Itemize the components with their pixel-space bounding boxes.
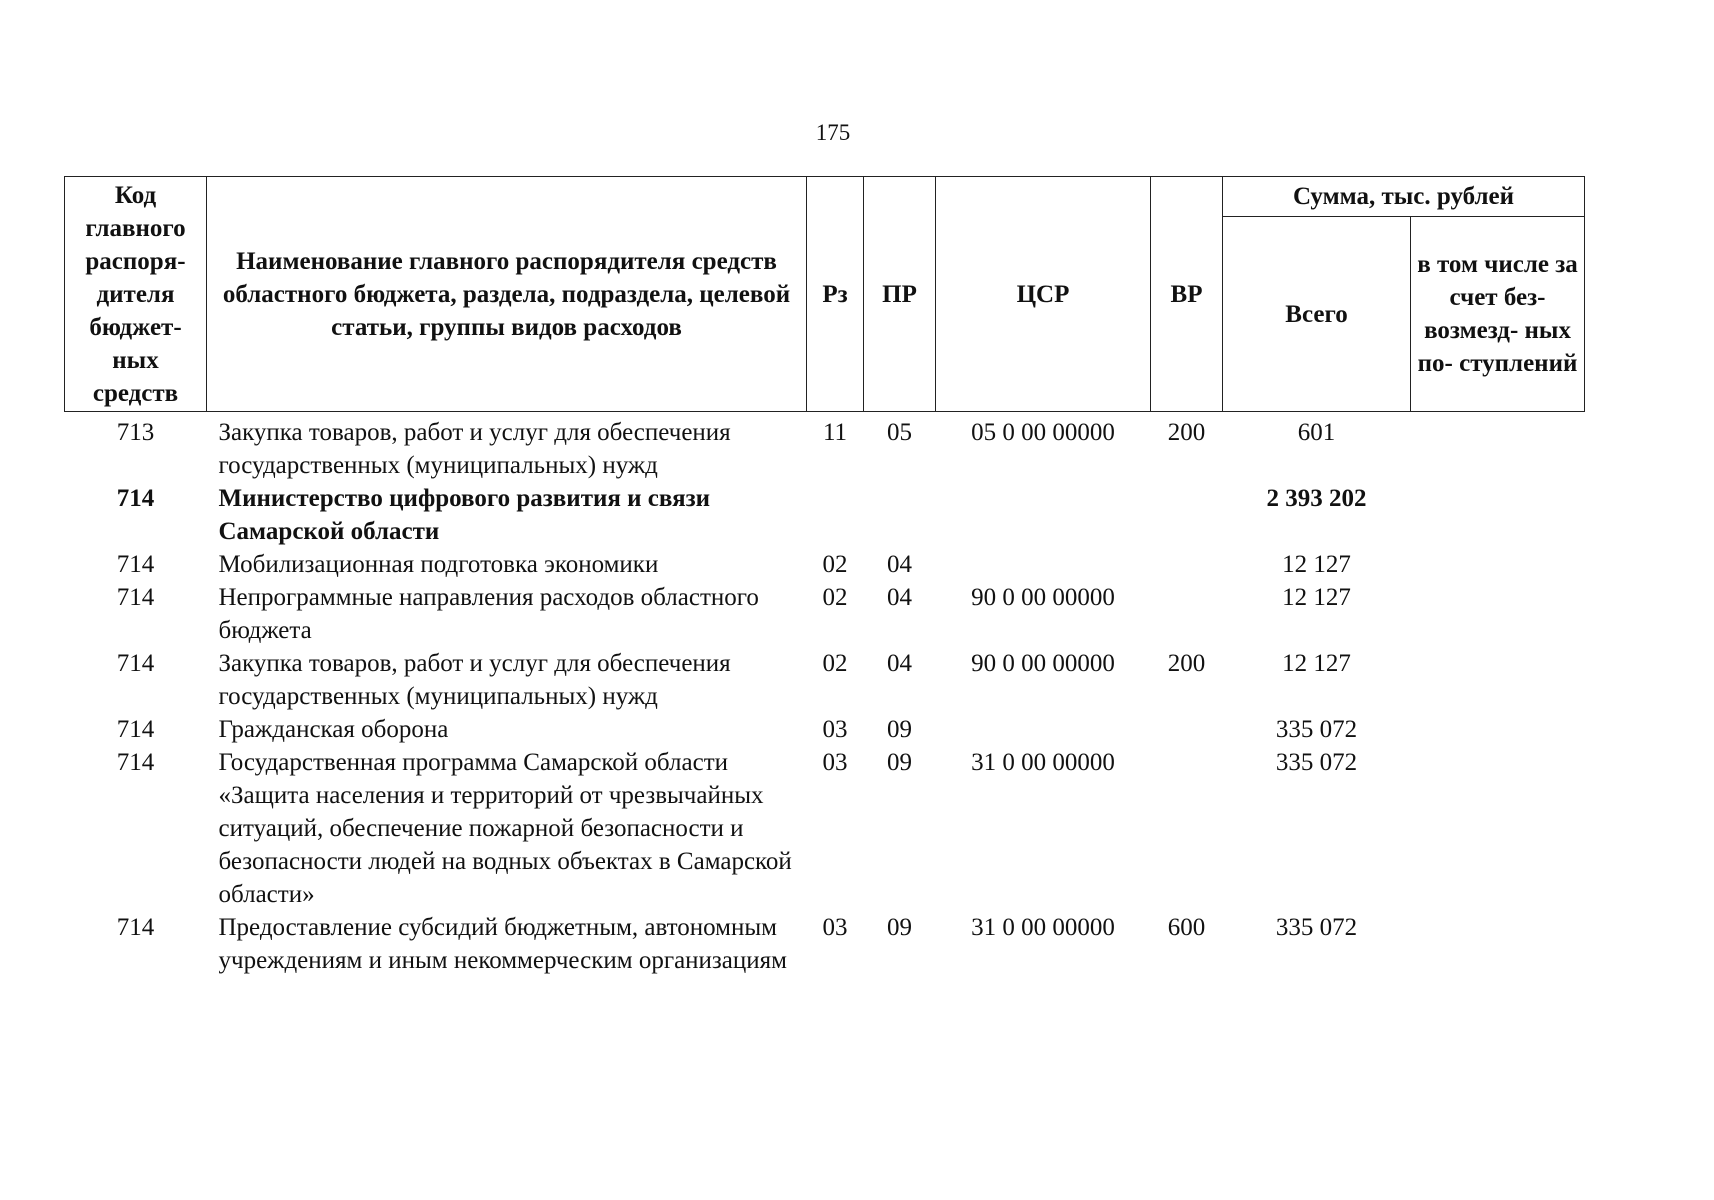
table-row — [65, 746, 1585, 911]
cell-pr: 05 — [887, 419, 912, 446]
cell-grant — [1411, 746, 1585, 911]
cell-vr — [1151, 713, 1223, 746]
cell-grant — [1411, 647, 1585, 713]
cell-total: 12 127 — [1282, 551, 1351, 578]
cell-grant — [1411, 482, 1585, 548]
cell-csr: 90 0 00 00000 — [971, 584, 1115, 611]
cell-name: Государственная программа Самарской области «Защита населения и территорий от чрезвычайных ситуаций, обеспечение пожарной безопасности и безопасности людей на водных объектах в Самарской области» — [218, 749, 792, 908]
cell-csr: 05 0 00 00000 — [971, 419, 1115, 446]
cell-code: 714 — [116, 749, 155, 776]
header-vr: ВР — [1151, 177, 1223, 412]
cell-csr — [936, 548, 1151, 581]
header-name: Наименование главного распорядителя средств областного бюджета, раздела, подраздела, целевой статьи, группы видов расходов — [207, 177, 807, 412]
cell-code: 714 — [116, 650, 155, 677]
cell-pr: 04 — [887, 551, 912, 578]
cell-vr — [1151, 482, 1223, 548]
cell-total: 601 — [1297, 419, 1336, 446]
cell-pr: 04 — [887, 650, 912, 677]
cell-name: Мобилизационная подготовка экономики — [218, 551, 659, 578]
cell-code: 714 — [116, 716, 155, 743]
table-row — [65, 713, 1585, 746]
cell-csr: 90 0 00 00000 — [971, 650, 1115, 677]
cell-csr — [936, 713, 1151, 746]
header-grant: в том числе за счет без- возмезд- ных по- ступлений — [1411, 217, 1585, 412]
cell-csr: 31 0 00 00000 — [971, 914, 1115, 941]
cell-vr — [1151, 746, 1223, 911]
cell-total: 335 072 — [1275, 749, 1358, 776]
cell-rz: 03 — [822, 914, 848, 941]
header-csr: ЦСР — [936, 177, 1151, 412]
cell-pr — [864, 482, 936, 548]
cell-total: 2 393 202 — [1266, 485, 1367, 512]
cell-total: 335 072 — [1275, 914, 1358, 941]
table-row — [65, 647, 1585, 713]
cell-total: 12 127 — [1282, 650, 1351, 677]
cell-vr: 200 — [1167, 419, 1206, 446]
budget-table — [64, 176, 1585, 977]
page-number: 175 — [815, 120, 851, 145]
cell-grant — [1411, 581, 1585, 647]
cell-code: 714 — [116, 914, 155, 941]
cell-grant — [1411, 412, 1585, 483]
cell-name: Предоставление субсидий бюджетным, автономным учреждениям и иным некоммерческим организациям — [218, 914, 787, 974]
cell-rz: 02 — [822, 551, 848, 578]
table-row — [65, 581, 1585, 647]
cell-pr: 09 — [887, 716, 912, 743]
cell-vr: 200 — [1167, 650, 1206, 677]
cell-total: 335 072 — [1275, 716, 1358, 743]
cell-rz — [807, 482, 864, 548]
cell-csr — [936, 482, 1151, 548]
cell-rz: 11 — [822, 419, 848, 446]
cell-vr — [1151, 581, 1223, 647]
cell-pr: 09 — [887, 749, 912, 776]
cell-grant — [1411, 911, 1585, 977]
cell-name: Гражданская оборона — [218, 716, 449, 743]
cell-vr: 600 — [1167, 914, 1206, 941]
cell-rz: 02 — [822, 584, 848, 611]
table-row — [65, 911, 1585, 977]
header-sum: Сумма, тыс. рублей — [1223, 177, 1585, 217]
header-total: Всего — [1223, 217, 1411, 412]
cell-code: 714 — [116, 551, 155, 578]
cell-rz: 03 — [822, 749, 848, 776]
table-row — [65, 482, 1585, 548]
cell-vr — [1151, 548, 1223, 581]
cell-rz: 03 — [822, 716, 848, 743]
cell-rz: 02 — [822, 650, 848, 677]
cell-code: 713 — [116, 419, 155, 446]
header-code: Код главного распоря- дителя бюджет- ных средств — [65, 177, 207, 412]
table-row — [65, 548, 1585, 581]
cell-name: Закупка товаров, работ и услуг для обеспечения государственных (муниципальных) нужд — [218, 650, 731, 710]
cell-grant — [1411, 548, 1585, 581]
cell-csr: 31 0 00 00000 — [971, 749, 1115, 776]
cell-grant — [1411, 713, 1585, 746]
cell-name: Непрограммные направления расходов областного бюджета — [218, 584, 759, 644]
cell-name: Закупка товаров, работ и услуг для обеспечения государственных (муниципальных) нужд — [218, 419, 731, 479]
table-row — [65, 412, 1585, 483]
header-rz: Рз — [807, 177, 864, 412]
table-body — [65, 412, 1585, 978]
header-pr: ПР — [864, 177, 936, 412]
cell-pr: 04 — [887, 584, 912, 611]
cell-pr: 09 — [887, 914, 912, 941]
cell-code: 714 — [116, 485, 155, 512]
cell-total: 12 127 — [1282, 584, 1351, 611]
table-header — [65, 177, 1585, 412]
cell-code: 714 — [116, 584, 155, 611]
cell-name: Министерство цифрового развития и связи Самарской области — [218, 485, 711, 545]
